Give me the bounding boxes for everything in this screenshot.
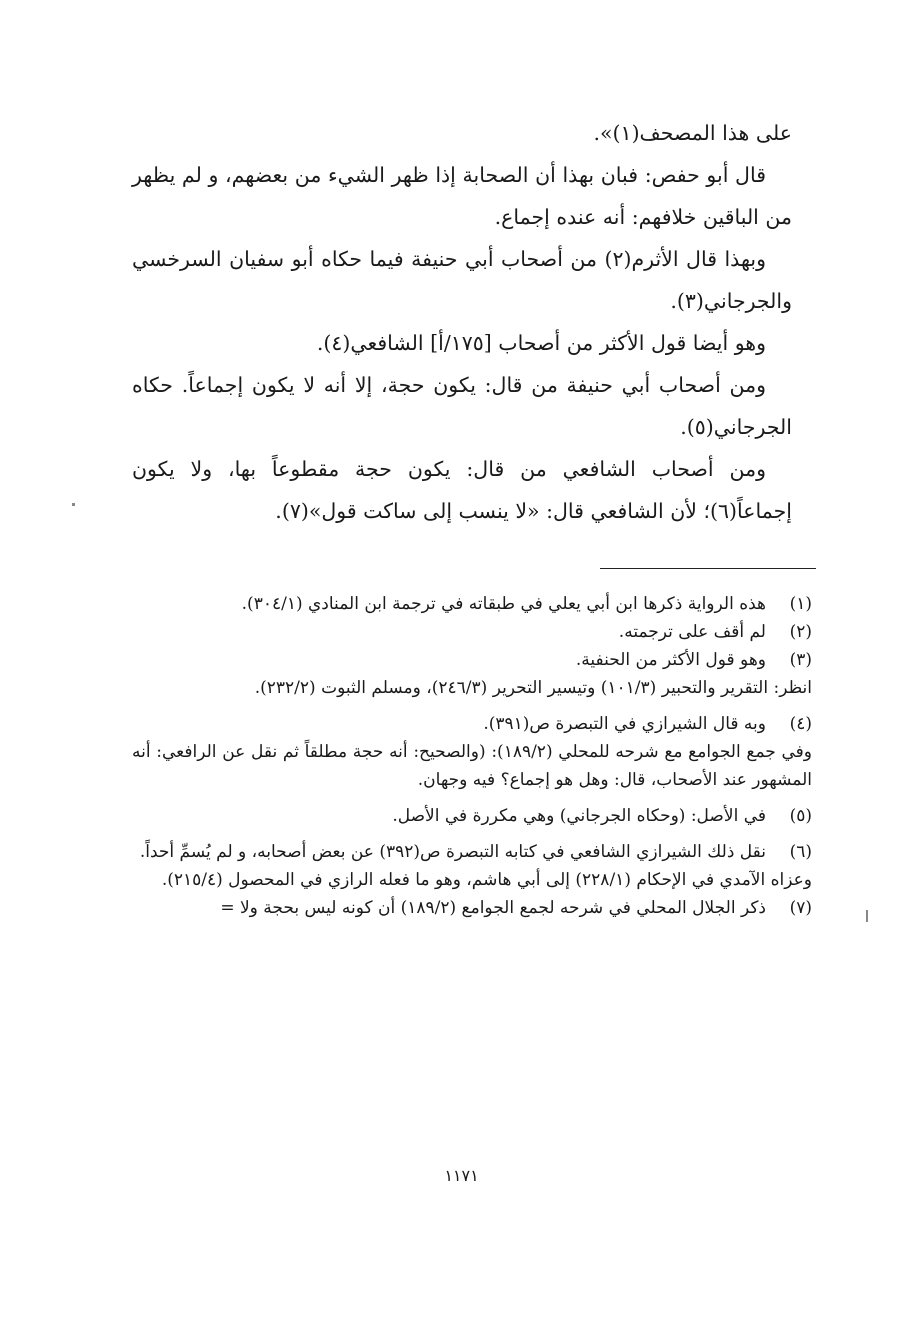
paragraph: وهو أيضا قول الأكثر من أصحاب [١٧٥/أ] الشافعي(٤). bbox=[316, 331, 766, 355]
footnote-text: ذكر الجلال المحلي في شرحه لجمع الجوامع (١٨٩/٢) أن كونه ليس بحجة ولا = bbox=[220, 898, 766, 918]
footnote bbox=[132, 618, 812, 646]
footnote bbox=[132, 590, 812, 618]
footnote-continuation: انظر: التقرير والتحبير (١٠١/٣) وتيسير التحرير (٢٤٦/٣)، ومسلم الثبوت (٢٣٢/٢). bbox=[254, 678, 812, 698]
footnote-number: (٥) bbox=[789, 806, 812, 826]
footnote bbox=[132, 894, 812, 922]
page-number: ١١٧١ bbox=[444, 1166, 479, 1185]
scan-speck bbox=[72, 503, 75, 506]
scan-speck bbox=[866, 910, 868, 922]
footnote bbox=[132, 802, 812, 830]
footnote-text: هذه الرواية ذكرها ابن أبي يعلي في طبقاته في ترجمة ابن المنادي (٣٠٤/١). bbox=[241, 594, 766, 614]
footnote-number: (٦) bbox=[789, 842, 812, 862]
footnote-separator bbox=[600, 568, 816, 569]
footnote-number: (١) bbox=[789, 594, 812, 614]
footnote-number: (٤) bbox=[789, 714, 812, 734]
main-text bbox=[132, 112, 792, 532]
paragraph: قال أبو حفص: فبان بهذا أن الصحابة إذا ظهر الشيء من بعضهم، و لم يظهر من الباقين خلافهم: أنه عنده إجماع. bbox=[132, 163, 792, 229]
footnote-number: (٣) bbox=[789, 650, 812, 670]
footnote-number: (٢) bbox=[789, 622, 812, 642]
paragraph: ومن أصحاب أبي حنيفة من قال: يكون حجة، إلا أنه لا يكون إجماعاً. حكاه الجرجاني(٥). bbox=[132, 373, 792, 439]
footnotes bbox=[132, 590, 812, 922]
footnote-continuation: وفي جمع الجوامع مع شرحه للمحلي (١٨٩/٢): (والصحيح: أنه حجة مطلقاً ثم نقل عن الرافعي: أنه المشهور عند الأصحاب، قال: وهل هو إجماع؟ فيه وجهان. bbox=[132, 742, 812, 790]
footnote-text: لم أقف على ترجمته. bbox=[618, 622, 766, 642]
paragraph: ومن أصحاب الشافعي من قال: يكون حجة مقطوعاً بها، ولا يكون إجماعاً(٦)؛ لأن الشافعي قال: «لا ينسب إلى ساكت قول»(٧). bbox=[132, 457, 792, 523]
footnote-continuation: وعزاه الآمدي في الإحكام (٢٢٨/١) إلى أبي هاشم، وهو ما فعله الرازي في المحصول (٢١٥/٤). bbox=[161, 870, 812, 890]
footnote-text: نقل ذلك الشيرازي الشافعي في كتابه التبصرة ص(٣٩٢) عن بعض أصحابه، و لم يُسمِّ أحداً. bbox=[139, 842, 766, 862]
footnote bbox=[132, 710, 812, 738]
footnote-text: وهو قول الأكثر من الحنفية. bbox=[575, 650, 766, 670]
footnote-text: وبه قال الشيرازي في التبصرة ص(٣٩١). bbox=[483, 714, 766, 734]
footnote bbox=[132, 646, 812, 674]
footnote bbox=[132, 838, 812, 866]
footnote-number: (٧) bbox=[789, 898, 812, 918]
paragraph: وبهذا قال الأثرم(٢) من أصحاب أبي حنيفة فيما حكاه أبو سفيان السرخسي والجرجاني(٣). bbox=[132, 247, 792, 313]
paragraph: على هذا المصحف(١)». bbox=[593, 121, 792, 145]
footnote-text: في الأصل: (وحكاه الجرجاني) وهي مكررة في الأصل. bbox=[392, 806, 766, 826]
